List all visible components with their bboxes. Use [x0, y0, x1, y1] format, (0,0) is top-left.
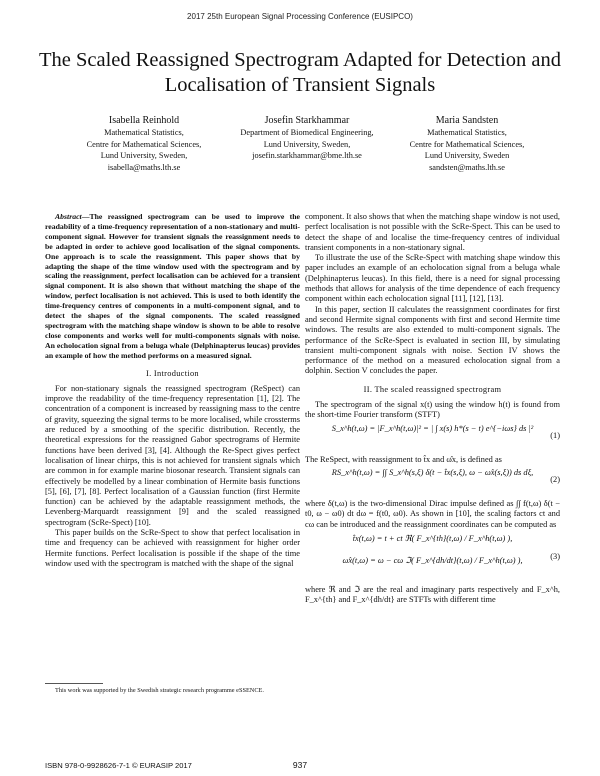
author-affiliation: Lund University, Sweden, [263, 139, 351, 149]
equation-body: t̂x(t,ω) = t + ct ℜ( F_x^{th}(t,ω) / F_x^h(t,ω) ), [352, 533, 513, 543]
author-name: Maria Sandsten [435, 115, 499, 126]
footnote: This work was supported by the Swedish strategic research programme eSSENCE. [55, 687, 264, 694]
equation-number: (1) [550, 430, 560, 440]
paragraph: component. It also shows that when the matching shape window is not used, perfect localisation is not possible with the ScRe-Spect. This can be used to detect the shape of and localise the time-frequency centres of individual transient components in a non-stationary signal. [305, 212, 560, 252]
paragraph: In this paper, section II calculates the reassignment coordinates for first and second Hermite signal components with first and second Hermite time windows. The results are also extended to multi-component signals. The performance of the ScRe-Spect is evaluated in section III, by simulating transient multi-component signals with noise. Section IV shows the performance of the method on a measured echolocation signal from a dolphin. Section V concludes the paper. [305, 304, 560, 376]
equation [305, 424, 560, 452]
author-affiliation: Centre for Mathematical Sciences, [409, 139, 525, 149]
paragraph: The ReSpect, with reassignment to t̂x and ω̂x, is defined as [305, 454, 502, 464]
page-number: 937 [292, 760, 308, 770]
author-affiliation: Lund University, Sweden, [100, 151, 188, 161]
author-name: Isabella Reinhold [108, 115, 180, 126]
paragraph: where δ(t,ω) is the two-dimensional Dirac impulse defined as ∫∫ f(t,ω) δ(t − t0, ω − ω0) dt dω = f(t0, ω0). As shown in [10], the scaling factors ct and cω can be introduced and the reassignment coordinates can be computed as [305, 498, 560, 529]
paper-title: The Scaled Reassigned Spectrogram Adapted for Detection and Localisation of Transient Signals [38, 49, 561, 96]
author-affiliation: Mathematical Statistics, [427, 128, 507, 137]
abstract [45, 212, 300, 361]
right-column [305, 212, 560, 605]
equation-number: (3) [550, 551, 560, 561]
equation-body: S_x^h(t,ω) = |F_x^h(t,ω)|² = | ∫ x(s) h*(s − t) e^{−iωs} ds |² [331, 423, 534, 433]
isbn-footer: ISBN 978-0-9928626-7-1 © EURASIP 2017 [45, 761, 192, 770]
equation-body: RS_x^h(t,ω) = ∫∫ S_x^h(s,ξ) δ(t − t̂x(s,ξ), ω − ω̂x(s,ξ)) ds dξ, [331, 467, 534, 477]
author-affiliation: Centre for Mathematical Sciences, [86, 139, 202, 149]
author-block [54, 115, 234, 173]
equation-body: ω̂x(t,ω) = ω − cω ℑ( F_x^{dh/dt}(t,ω) / F_x^h(t,ω) ), [342, 556, 523, 566]
author-affiliation: Department of Biomedical Engineering, [240, 128, 374, 137]
section-heading: I. Introduction [146, 368, 199, 378]
author-email: josefin.starkhammar@bme.lth.se [252, 151, 362, 161]
paragraph: This paper builds on the ScRe-Spect to show that perfect localisation in time and frequency can be achieved with reassignment for higher order Hermite functions. Perfect localisation is possible if the shape of the time window used with the spectrogram is matched with the shape of the signal [45, 528, 300, 568]
paragraph: The spectrogram of the signal x(t) using the window h(t) is found from the short-time Fourier transform (STFT) [305, 400, 560, 420]
author-email: isabella@maths.lth.se [107, 162, 181, 172]
author-affiliation: Mathematical Statistics, [104, 128, 184, 137]
equation [305, 468, 560, 496]
author-email: sandsten@maths.lth.se [429, 162, 505, 172]
conference-header: 2017 25th European Signal Processing Conference (EUSIPCO) [187, 12, 413, 21]
left-column [45, 212, 300, 569]
author-block [222, 115, 392, 162]
paragraph: For non-stationary signals the reassigned spectrogram (ReSpect) can improve the readability of the time-frequency representation [1], [2]. The concentration of a component is increased by reassigning mass to the centre of gravity, squeezing the signal terms to be more localised, while crossterms are reduced by a smoothing of the specific distribution. Recently, the theoretical expressions for the reassigned Gabor spectrograms of Hermite functions have been derived [3], [4]. Although the Re-Spect gives perfect localisation of linear chirps, this is not achieved for transient signals which are common in for example marine biosonar research. Transient signals can effectively be modelled by a linear combination of Hermite basis functions [5], [6], [7], [8]. Perfect localisation of a Gaussian function (first Hermite function) can be achieved by the adaptable reassignment methods, the Levenberg-Marquardt reassignment [9] and the scaled reassigned spectrogram (ScRe-Spect) [10]. [45, 383, 300, 527]
section-heading: II. The scaled reassigned spectrogram [363, 384, 502, 394]
abstract-text: —The reassigned spectrogram can be used to improve the readability of a time-frequency representation of a non-stationary and multi-component signal. However for transient signals the reassignment needs to be adapted in order to achieve good localisation of the signal components. One approach is to scale the reassignment. This paper shows that by adapting the shape of the time window used with the spectrogram and by scaling the reassignment, perfect localisation can be achieved for a transient signal component. It is also shown that without matching the shape of the window, perfect localisation is not achieved. This is used to both identify the time-frequency centres of components in a multi-component signal, and to detect the shapes of the signal components. The scaled reassigned spectrogram with the matching shape window is shown to be able to resolve close components and works well for multi-components signals with noise. An echolocation signal from a beluga whale (Delphinapterus leucas) provides an example of how the method performs on a measured signal. [45, 212, 300, 360]
author-name: Josefin Starkhammar [264, 115, 350, 126]
equation [305, 534, 560, 582]
paragraph: To illustrate the use of the ScRe-Spect with matching shape window this paper includes an example of an echolocation signal from a beluga whale (Delphinapterus leucas). In this field, there is a need for signal processing methods that allows for analysis of the time dependence of each frequency component within each echolocation signal [11], [12], [13]. [305, 253, 560, 304]
equation-number: (2) [550, 474, 560, 484]
footnote-rule [45, 683, 103, 684]
author-block [377, 115, 557, 173]
paragraph: where ℜ and ℑ are the real and imaginary parts respectively and F_x^h, F_x^{th} and F_x^{dh/dt} are STFTs with different time [305, 584, 560, 605]
author-affiliation: Lund University, Sweden [424, 151, 510, 161]
abstract-label: Abstract [55, 212, 82, 221]
